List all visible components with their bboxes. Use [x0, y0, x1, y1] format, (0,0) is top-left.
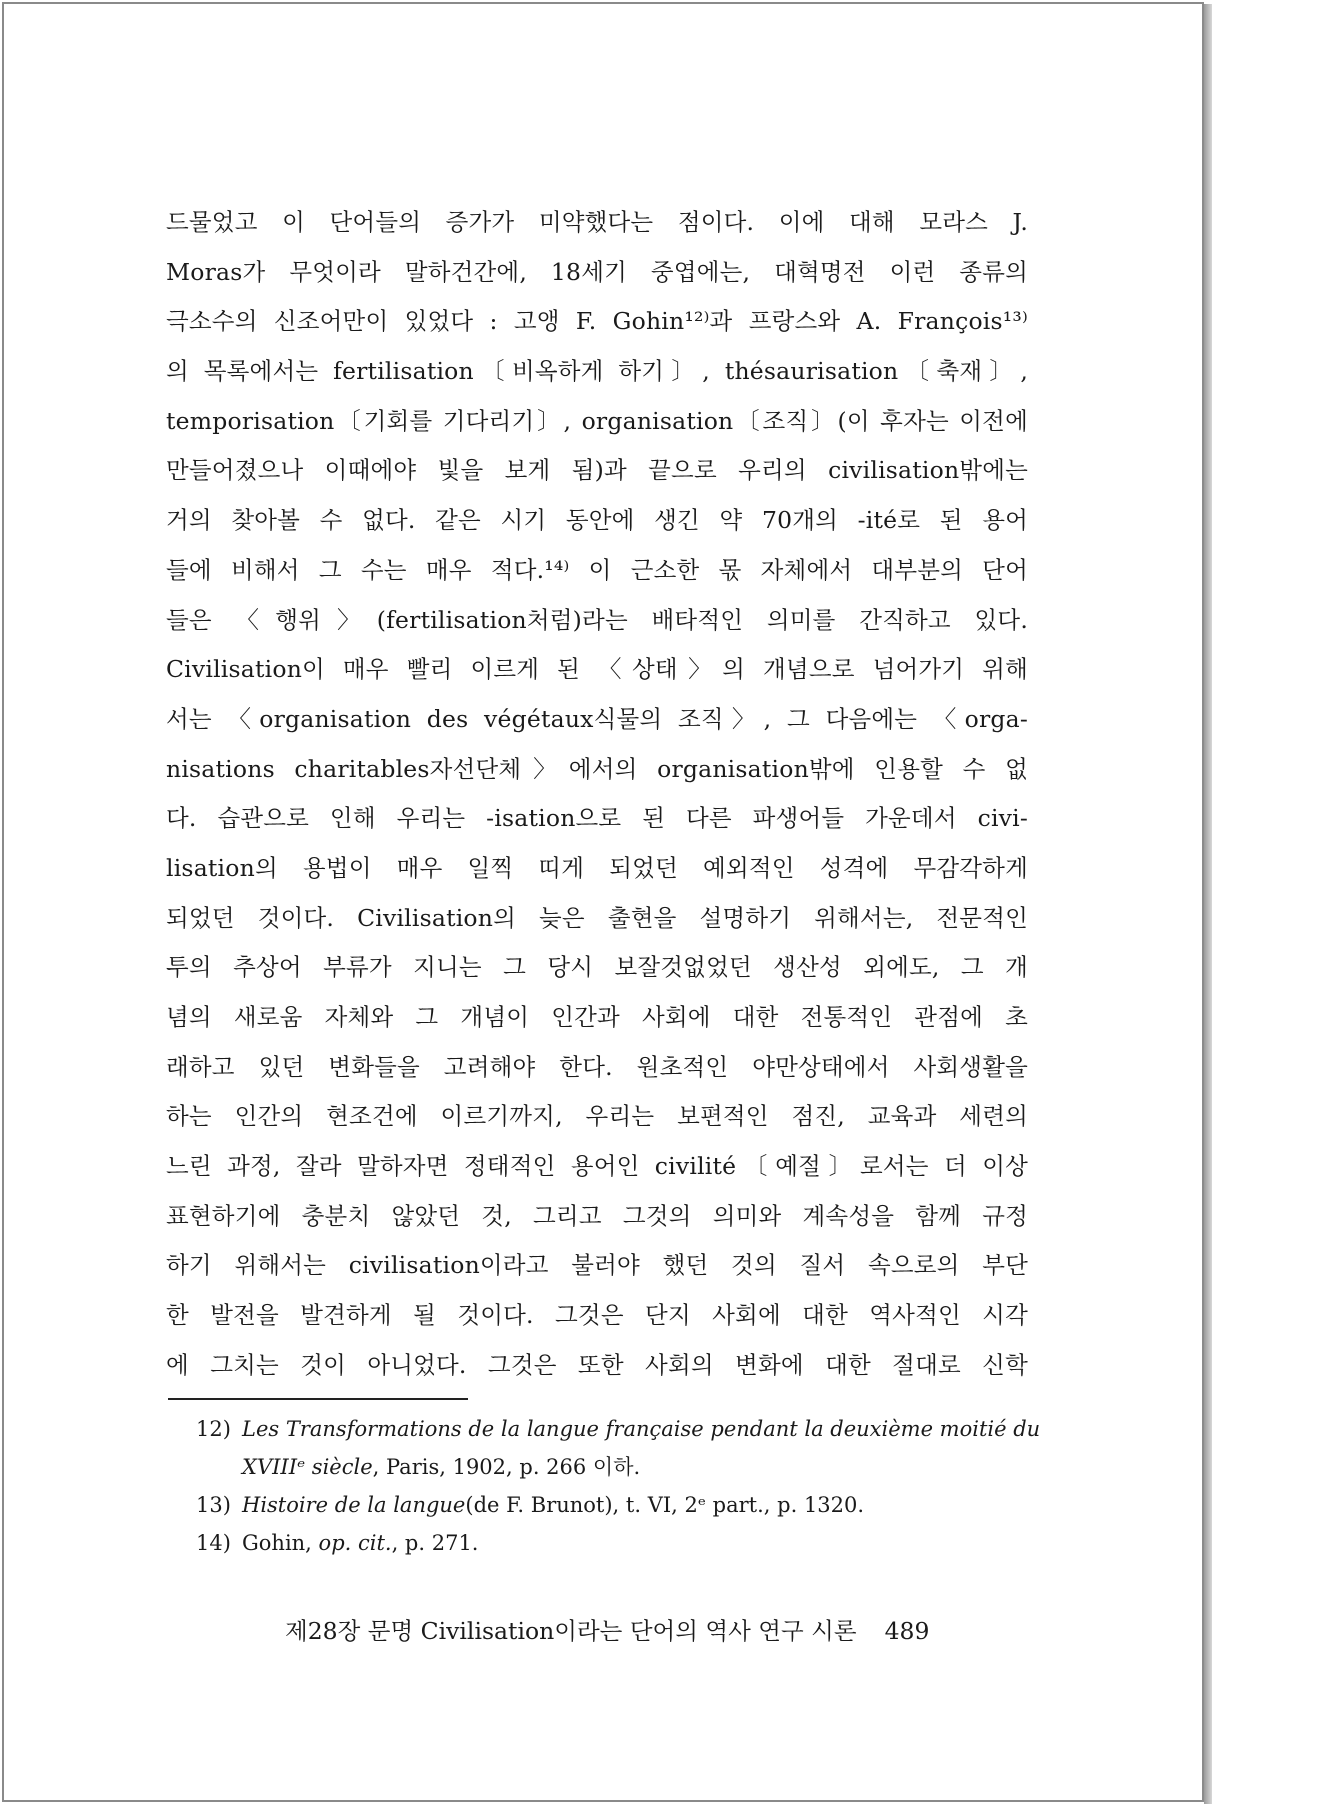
body-line: 드물었고 이 단어들의 증가가 미약했다는 점이다. 이에 대해 모라스 J. — [166, 208, 1028, 236]
body-line: 투의 추상어 부류가 지니는 그 당시 보잘것없었던 생산성 외에도, 그 개 — [166, 953, 1028, 982]
body-text — [166, 198, 1028, 1391]
body-line: 극소수의 신조어만이 있었다 : 고앵 F. Gohin¹²⁾과 프랑스와 A. François¹³⁾ — [166, 307, 1028, 336]
body-line: 느린 과정, 잘라 말하자면 정태적인 용어인 civilité〔예절〕로서는 더 이상 — [166, 1152, 1028, 1181]
body-line: lisation의 용법이 매우 일찍 띠게 되었던 예외적인 성격에 무감각하게 — [166, 853, 1028, 882]
body-line: 들에 비해서 그 수는 매우 적다.¹⁴⁾ 이 근소한 몫 자체에서 대부분의 단어 — [166, 555, 1028, 584]
body-line: 다. 습관으로 인해 우리는 -isation으로 된 다른 파생어들 가운데서 civi- — [166, 804, 1028, 833]
body-line: 한 발전을 발견하게 될 것이다. 그것은 단지 사회에 대한 역사적인 시각 — [166, 1301, 1028, 1330]
footnote-12-continued — [196, 1448, 1032, 1486]
body-line: 거의 찾아볼 수 없다. 같은 시기 동안에 생긴 약 70개의 -ité로 된 용어 — [166, 506, 1028, 535]
body-line: 표현하기에 충분치 않았던 것, 그리고 그것의 의미와 계속성을 함께 규정 — [166, 1201, 1028, 1230]
footnote-text: (de F. Brunot), t. VI, 2ᵉ part., p. 1320. — [465, 1493, 865, 1517]
chapter-title: 제28장 문명 Civilisation이라는 단어의 역사 연구 시론 — [285, 1617, 857, 1645]
page-number: 489 — [884, 1617, 930, 1645]
body-line: 념의 새로움 자체와 그 개념이 인간과 사회에 대한 전통적인 관점에 초 — [166, 1003, 1028, 1031]
footnote-13 — [196, 1486, 1032, 1524]
footnote-title: Les Transformations de la langue française pendant la deuxième moitié du — [242, 1417, 1041, 1441]
footnote-title: Histoire de la langue — [242, 1493, 466, 1517]
footnote-divider — [168, 1398, 468, 1400]
body-line: 만들어졌으나 이때에야 빛을 보게 됨)과 끝으로 우리의 civilisation밖에는 — [166, 456, 1028, 485]
body-line: nisations charitables자선단체〉에서의 organisation밖에 인용할 수 없 — [166, 754, 1028, 783]
body-line: 들은 〈행위〉(fertilisation처럼)라는 배타적인 의미를 간직하고 있다. — [166, 605, 1028, 634]
footnote-title: XVIIIᵉ siècle — [242, 1455, 373, 1479]
body-line: 에 그치는 것이 아니었다. 그것은 또한 사회의 변화에 대한 절대로 신학 — [166, 1350, 1028, 1379]
footnote-text: , Paris, 1902, p. 266 이하. — [372, 1455, 641, 1479]
footnote-text: Gohin, — [242, 1531, 319, 1555]
footnotes — [196, 1410, 1041, 1562]
body-line: 하는 인간의 현조건에 이르기까지, 우리는 보편적인 점진, 교육과 세련의 — [166, 1102, 1028, 1131]
footnote-number: 12) — [196, 1417, 231, 1441]
running-footer — [285, 1612, 1013, 1646]
footnote-12 — [196, 1410, 1041, 1448]
page-edge-shadow — [1204, 4, 1212, 1804]
body-line: Civilisation이 매우 빨리 이르게 된 〈상태〉의 개념으로 넘어가기 위해 — [166, 655, 1028, 684]
body-line: 래하고 있던 변화들을 고려해야 한다. 원초적인 야만상태에서 사회생활을 — [166, 1052, 1028, 1081]
footnote-14 — [196, 1524, 1032, 1562]
footnote-text: , p. 271. — [391, 1531, 479, 1555]
body-line: Moras가 무엇이라 말하건간에, 18세기 중엽에는, 대혁명전 이런 종류의 — [166, 257, 1028, 286]
footnote-number: 14) — [196, 1531, 231, 1555]
body-line: 의 목록에서는 fertilisation〔비옥하게 하기〕, thésaurisation〔축재〕, — [166, 357, 1028, 386]
body-line: 서는 〈organisation des végétaux식물의 조직〉, 그 다음에는 〈orga- — [166, 704, 1028, 733]
body-line: 되었던 것이다. Civilisation의 늦은 출현을 설명하기 위해서는, 전문적인 — [166, 903, 1028, 932]
body-line: temporisation〔기회를 기다리기〕, organisation〔조직〕(이 후자는 이전에 — [166, 406, 1028, 435]
body-line: 하기 위해서는 civilisation이라고 불러야 했던 것의 질서 속으로의 부단 — [166, 1251, 1028, 1280]
footnote-number: 13) — [196, 1493, 231, 1517]
footnote-title: op. cit. — [318, 1531, 392, 1555]
